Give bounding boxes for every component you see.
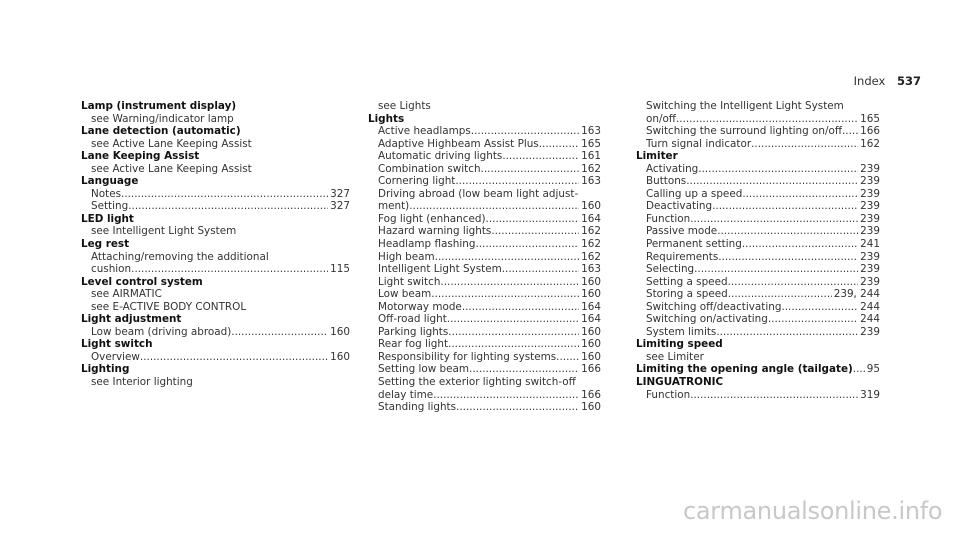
dot-leader — [456, 401, 579, 414]
dot-leader — [853, 363, 865, 376]
entry-text: Calling up a speed — [646, 187, 743, 200]
index-entry — [368, 338, 601, 351]
page-reference: 160 — [581, 401, 601, 414]
dot-leader — [676, 113, 858, 126]
entry-text: Function — [646, 212, 691, 225]
index-entry — [368, 313, 601, 326]
index-entry — [368, 150, 601, 163]
page-reference: 115 — [330, 263, 350, 276]
index-entry — [368, 401, 601, 414]
index-subentry: Switching the Intelligent Light System — [646, 100, 844, 112]
index-heading: Lamp (instrument display) — [81, 100, 237, 112]
entry-text: Setting low beam — [378, 363, 470, 376]
entry-text: Setting — [91, 200, 129, 213]
index-entry — [81, 188, 350, 201]
page-reference: 161 — [581, 150, 601, 163]
page-reference: 162 — [581, 225, 601, 238]
page-reference: 163 — [581, 125, 601, 138]
entry-text: High beam — [378, 250, 435, 263]
index-heading: Limiting speed — [636, 338, 723, 351]
index-entry — [368, 251, 601, 264]
dot-leader — [448, 338, 579, 351]
dot-leader — [440, 276, 579, 289]
index-entry — [636, 225, 880, 238]
entry-text: Switching on/activating — [646, 313, 768, 326]
index-entry — [368, 276, 601, 289]
page-reference: 241 — [860, 238, 880, 251]
entry-text: Limiting the opening angle (tailgate) — [636, 363, 853, 376]
page-reference: 160 — [330, 325, 350, 338]
index-entry — [368, 288, 601, 301]
index-heading: Level control system — [81, 275, 203, 288]
dot-leader — [409, 200, 579, 213]
entry-text: cushion — [91, 263, 132, 276]
page-reference: 239 — [860, 263, 880, 276]
index-heading: Leg rest — [81, 238, 130, 251]
index-subentry: see Intelligent Light System — [91, 225, 237, 238]
dot-leader — [121, 188, 328, 201]
dot-leader — [131, 263, 328, 276]
page-reference: 239 — [860, 212, 880, 225]
index-entry — [636, 313, 880, 326]
index-entry — [81, 200, 350, 213]
page-reference: 95 — [866, 363, 880, 376]
entry-text: System limits — [646, 325, 717, 338]
dot-leader — [471, 125, 579, 138]
dot-leader — [469, 363, 579, 376]
page-reference: 165 — [581, 137, 601, 150]
index-entry — [636, 113, 880, 126]
dot-leader — [717, 225, 858, 238]
dot-leader — [556, 351, 579, 364]
index-heading: LED light — [81, 212, 134, 225]
page-header — [854, 74, 921, 88]
page-reference: 244 — [860, 300, 880, 313]
page-reference: 160 — [581, 350, 601, 363]
dot-leader — [431, 288, 579, 301]
index-entry — [81, 263, 350, 276]
entry-text: Off-road light — [378, 313, 447, 326]
page-reference: 239 — [860, 275, 880, 288]
entry-text: Low beam — [378, 288, 432, 301]
page-reference: 319 — [860, 388, 880, 401]
page-reference: 160 — [581, 200, 601, 213]
entry-text: Switching off/deactivating — [646, 300, 782, 313]
dot-leader — [462, 301, 579, 314]
dot-leader — [475, 238, 579, 251]
index-heading: Light switch — [81, 338, 153, 351]
dot-leader — [140, 351, 328, 364]
page-reference: 165 — [860, 112, 880, 125]
index-entry — [636, 175, 880, 188]
entry-text: Cornering light — [378, 175, 456, 188]
index-heading: Limiter — [636, 150, 678, 163]
entry-text: Switching the surround lighting on/off — [646, 125, 842, 138]
entry-text: Storing a speed — [646, 288, 728, 301]
index-entry — [636, 138, 880, 151]
index-entry — [368, 363, 601, 376]
page-reference: 164 — [581, 300, 601, 313]
index-column-2 — [368, 100, 601, 414]
page-reference: 239 — [860, 325, 880, 338]
entry-text: Hazard warning lights — [378, 225, 492, 238]
page-reference: 239 — [860, 225, 880, 238]
header-title: Index — [853, 74, 886, 88]
index-entry — [368, 301, 601, 314]
index-heading: Language — [81, 175, 139, 188]
dot-leader — [842, 125, 858, 138]
index-entry — [636, 276, 880, 289]
entry-text: delay time — [378, 388, 434, 401]
index-subentry: see Active Lane Keeping Assist — [91, 162, 252, 175]
entry-text: Permanent setting — [646, 238, 742, 251]
entry-text: Intelligent Light System — [378, 263, 502, 276]
dot-leader — [491, 225, 579, 238]
index-entry — [636, 213, 880, 226]
page-reference: 239 — [860, 187, 880, 200]
page-reference: 162 — [581, 238, 601, 251]
index-subentry: see AIRMATIC — [91, 288, 162, 301]
index-entry — [636, 251, 880, 264]
index-entry — [368, 200, 601, 213]
page-reference: 160 — [581, 275, 601, 288]
page-reference: 163 — [581, 263, 601, 276]
dot-leader — [694, 263, 858, 276]
entry-text: Low beam (driving abroad) — [91, 325, 232, 338]
entry-text: Notes — [91, 187, 122, 200]
entry-text: Fog light (enhanced) — [378, 212, 486, 225]
dot-leader — [742, 238, 858, 251]
dot-leader — [716, 326, 858, 339]
page-reference: 160 — [330, 350, 350, 363]
page-reference: 327 — [330, 187, 350, 200]
dot-leader — [502, 263, 579, 276]
dot-leader — [728, 276, 859, 289]
entry-text: ment) — [378, 200, 410, 213]
dot-leader — [728, 288, 832, 301]
entry-text: Adaptive Highbeam Assist Plus — [378, 137, 539, 150]
index-entry — [368, 263, 601, 276]
entry-text: Combination switch — [378, 162, 481, 175]
entry-text: Rear fog light — [378, 338, 449, 351]
dot-leader — [742, 188, 858, 201]
page-reference: 163 — [581, 175, 601, 188]
page-reference: 239 — [860, 200, 880, 213]
dot-leader — [690, 389, 858, 402]
index-heading: Lane Keeping Assist — [81, 150, 200, 163]
index-heading: Lighting — [81, 363, 130, 376]
page-reference: 160 — [581, 338, 601, 351]
watermark-text: carmanualsonline.info — [683, 497, 943, 525]
index-entry — [636, 125, 880, 138]
entry-text: Activating — [646, 162, 699, 175]
page-reference: 327 — [330, 200, 350, 213]
entry-text: Automatic driving lights — [378, 150, 503, 163]
index-entry — [636, 389, 880, 402]
entry-text: Motorway mode — [378, 300, 462, 313]
entry-text: Requirements — [646, 250, 719, 263]
index-entry — [368, 175, 601, 188]
index-entry — [636, 188, 880, 201]
page-reference: 166 — [860, 125, 880, 138]
index-entry — [368, 389, 601, 402]
page-number: 537 — [896, 74, 921, 88]
index-entry — [636, 263, 880, 276]
index-subentry: see Active Lane Keeping Assist — [91, 137, 252, 150]
index-subentry: see Warning/indicator lamp — [91, 112, 234, 125]
index-entry — [636, 200, 880, 213]
page-reference: 239 — [860, 250, 880, 263]
index-entry — [368, 163, 601, 176]
index-entry — [636, 288, 880, 301]
index-entry — [368, 351, 601, 364]
dot-leader — [435, 251, 579, 264]
dot-leader — [447, 313, 579, 326]
entry-text: Light switch — [378, 275, 441, 288]
index-heading: LINGUATRONIC — [636, 376, 724, 389]
index-entry — [368, 125, 601, 138]
entry-text: on/off — [646, 112, 676, 125]
page-reference: 244 — [860, 313, 880, 326]
entry-text: Turn signal indicator — [646, 137, 752, 150]
index-entry — [81, 351, 350, 364]
dot-leader — [698, 163, 858, 176]
entry-text: Selecting — [646, 263, 695, 276]
dot-leader — [781, 301, 858, 314]
dot-leader — [718, 251, 858, 264]
dot-leader — [231, 326, 328, 339]
entry-text: Standing lights — [378, 401, 457, 414]
index-entry — [368, 225, 601, 238]
entry-text: Buttons — [646, 175, 687, 188]
page-reference: 162 — [581, 162, 601, 175]
dot-leader — [502, 150, 579, 163]
index-subentry: Driving abroad (low beam light adjust- — [378, 187, 579, 200]
index-column-1 — [81, 100, 350, 389]
index-heading: Light adjustment — [81, 313, 182, 326]
dot-leader — [128, 200, 328, 213]
dot-leader — [686, 175, 858, 188]
index-subentry: Attaching/removing the additional — [91, 250, 269, 263]
dot-leader — [455, 175, 579, 188]
page-reference: 164 — [581, 313, 601, 326]
page-reference: 239, 244 — [833, 288, 880, 301]
dot-leader — [486, 213, 580, 226]
index-entry — [368, 138, 601, 151]
index-entry — [368, 326, 601, 339]
dot-leader — [539, 138, 579, 151]
entry-text: Overview — [91, 350, 140, 363]
index-entry — [636, 163, 880, 176]
dot-leader — [481, 163, 580, 176]
index-entry — [368, 238, 601, 251]
index-entry — [636, 301, 880, 314]
dot-leader — [768, 313, 858, 326]
index-subentry: see E-ACTIVE BODY CONTROL — [91, 300, 247, 313]
page-reference: 166 — [581, 388, 601, 401]
page-reference: 239 — [860, 175, 880, 188]
dot-leader — [433, 389, 579, 402]
page-reference: 160 — [581, 325, 601, 338]
dot-leader — [448, 326, 579, 339]
entry-text: Deactivating — [646, 200, 713, 213]
index-heading-entry — [636, 363, 880, 376]
dot-leader — [712, 200, 858, 213]
dot-leader — [751, 138, 858, 151]
index-heading: Lights — [368, 112, 405, 125]
entry-text: Function — [646, 388, 691, 401]
entry-text: Setting a speed — [646, 275, 728, 288]
index-entry — [368, 213, 601, 226]
index-column-3 — [636, 100, 880, 401]
index-subentry: see Interior lighting — [91, 376, 193, 389]
page-reference: 160 — [581, 288, 601, 301]
entry-text: Responsibility for lighting systems — [378, 350, 557, 363]
page-reference: 162 — [581, 250, 601, 263]
index-entry — [636, 326, 880, 339]
page-reference: 162 — [860, 137, 880, 150]
entry-text: Passive mode — [646, 225, 718, 238]
entry-text: Parking lights — [378, 325, 449, 338]
page-reference: 239 — [860, 162, 880, 175]
index-subentry: see Limiter — [646, 350, 704, 363]
page-reference: 164 — [581, 212, 601, 225]
index-subentry: see Lights — [378, 100, 431, 112]
dot-leader — [690, 213, 858, 226]
index-subentry: Setting the exterior lighting switch-off — [378, 376, 576, 389]
index-entry — [81, 326, 350, 339]
entry-text: Headlamp flashing — [378, 238, 476, 251]
page-reference: 166 — [581, 363, 601, 376]
index-heading: Lane detection (automatic) — [81, 125, 241, 138]
entry-text: Active headlamps — [378, 125, 471, 138]
index-entry — [636, 238, 880, 251]
